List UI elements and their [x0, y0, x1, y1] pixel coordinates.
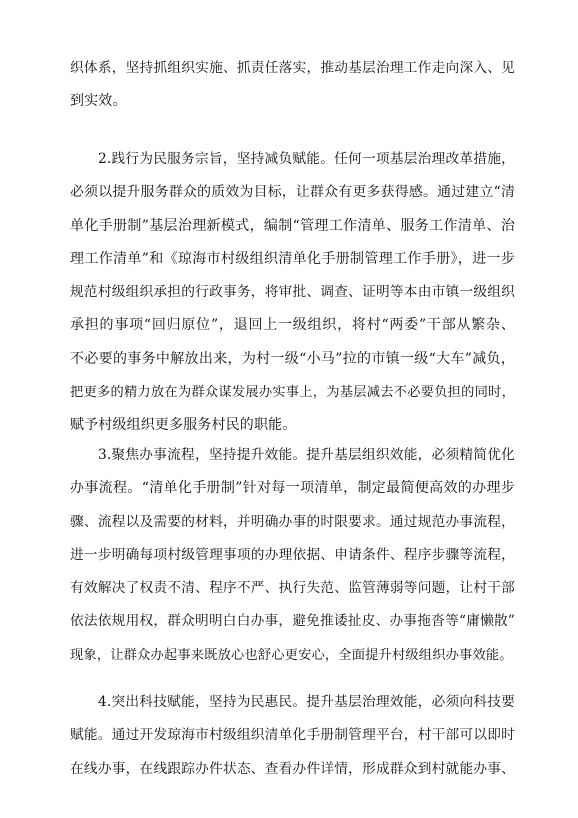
paragraph-line: 在线办事，在线跟踪办件状态、查看办件详情，形成群众到村就能办事、: [70, 760, 515, 777]
paragraph-line: 赋能。通过开发琼海市村级组织清单化手册制管理平台，村干部可以即时: [70, 727, 515, 744]
paragraph-line: 承担的事项“回归原位”，退回上一级组织，将村“两委”干部从繁杂、: [70, 317, 515, 334]
paragraph-line: 织体系，坚持抓组织实施、抓责任落实，推动基层治理工作走向深入、见: [70, 60, 515, 76]
paragraph-line: 骤、流程以及需要的材料，并明确办事的时限要求。通过规范办事流程，: [70, 513, 515, 530]
paragraph-line: 规范村级组织承担的行政事务，将审批、调查、证明等本由市镇一级组织: [70, 284, 515, 301]
paragraph-line: 把更多的精力放在为群众谋发展办实事上，为基层减去不必要负担的同时，: [70, 385, 515, 401]
paragraph-line: 4.突出科技赋能，坚持为民惠民。提升基层治理效能，必须向科技要: [98, 694, 515, 710]
paragraph-line: 到实效。: [70, 93, 127, 110]
paragraph-line: 有效解决了权责不清、程序不严、执行失范、监管薄弱等问题，让村干部: [70, 580, 515, 597]
paragraph-3: [70, 439, 515, 672]
paragraph-line: 办事流程。“清单化手册制”针对每一项清单，制定最简便高效的办理步: [70, 480, 515, 497]
paragraph-line: 不必要的事务中解放出来，为村一级“小马”拉的市镇一级“大车”减负，: [70, 350, 515, 367]
paragraph-line: 单化手册制”基层治理新模式，编制“管理工作清单、服务工作清单、治: [70, 217, 515, 234]
paragraph-4: [70, 686, 515, 786]
paragraph-line: 依法依规用权，群众明明白白办事，避免推诿扯皮、办事拖沓等“庸懒散”: [70, 613, 515, 630]
paragraph-1: [70, 52, 515, 119]
paragraph-line: 进一步明确每项村级管理事项的办理依据、申请条件、程序步骤等流程，: [70, 546, 515, 563]
paragraph-line: 必须以提升服务群众的质效为目标，让群众有更多获得感。通过建立“清: [70, 184, 515, 201]
paragraph-line: 3.聚焦办事流程，坚持提升效能。提升基层组织效能，必须精简优化: [98, 447, 515, 463]
paragraph-line: 现象，让群众办起事来既放心也舒心更安心，全面提升村级组织办事效能。: [70, 647, 513, 663]
paragraph-line: 理工作清单”和《琼海市村级组织清单化手册制管理工作手册》，进一步: [70, 250, 515, 267]
paragraph-line: 赋予村级组织更多服务村民的职能。: [70, 417, 297, 434]
paragraph-line: 2.践行为民服务宗旨，坚持减负赋能。任何一项基层治理改革措施，: [98, 151, 515, 167]
paragraph-2: [70, 143, 515, 443]
